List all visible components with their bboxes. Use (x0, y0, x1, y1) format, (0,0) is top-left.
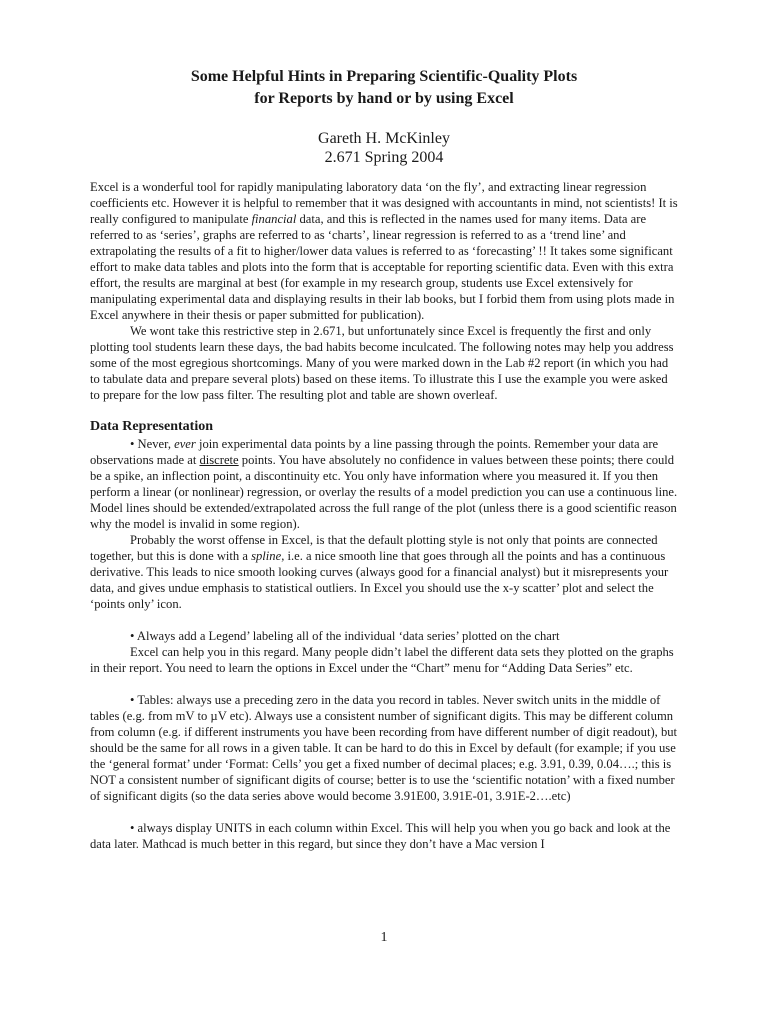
bullet-tables: • Tables: always use a preceding zero in the data you record in tables. Never switch units in the middle of tables (e.g. from mV to µV etc). Always use a consistent number of significant digits. This may be different column from column (e.g. if different instruments you have been recording from have different number of digit readout), but should be the same for all rows in a given table. It can be hard to do this in Excel by default (for example; if you use the ‘general format’ under ‘Format: Cells’ you get a fixed number of decimal places; e.g. 3.91, 0.39, 0.04….; this is NOT a consistent number of significant digits of course; better is to use the ‘scientific notation’ with a fixed number of significant digits (so the data series above would become 3.91E00, 3.91E-01, 3.91E-2….etc) (90, 693, 678, 803)
doc-title-line-2: for Reports by hand or by using Excel (254, 90, 514, 107)
document-page (90, 66, 678, 852)
bullet-legend: • Always add a Legend’ labeling all of the individual ‘data series’ plotted on the chart (130, 629, 560, 643)
paragraph-spline-offense (90, 532, 678, 612)
intro-paragraph-2: We wont take this restrictive step in 2.671, but unfortunately since Excel is frequently the first and only plotting tool students learn these days, the bad habits become inculcated. The following notes may help you address some of the most egregious shortcomings. Many of you were marked down in the Lab #2 report (in which you had to tabulate data and prepare several plots) based on these items. To illustrate this I use the example you were asked to prepare for the low pass filter. The resulting plot and table are shown overleaf. (90, 324, 674, 402)
spline-text-b: , i.e. a nice smooth line that goes through all the points and has a continuous derivative. This leads to nice smooth looking curves (always good for a financial analyst) but it misrepresents your data, and gives undue emphasis to statistical outliers. In Excel you should use the x-y scatter’ plot and select the ‘points only’ icon. (90, 549, 669, 611)
course-term: 2.671 Spring 2004 (324, 149, 444, 166)
paragraph-legend-help: Excel can help you in this regard. Many people didn’t label the different data sets they plotted on the graphs in their report. You need to learn the options in Excel under the “Chart” menu for “Adding Data Series” etc. (90, 645, 674, 675)
intro-paragraph-1 (90, 179, 678, 323)
bullet1-emphasis: ever (174, 437, 196, 451)
spline-text-a: Probably the worst offense in Excel, is that the default plotting style is not only that points are connected together, but this is done with a (90, 533, 658, 563)
intro-p1-text-b: data, and this is reflected in the names used for many items. Data are referred to as ‘series’, graphs are referred to as ‘charts’, linear regression is referred to as a ‘trend line’ and extrapolating the results of a fit to higher/lower data values is referred to as ‘forecasting’ !! It takes some significant effort to make data tables and plots into the form that is acceptable for reporting scientific data. Even with this extra effort, the results are marginal at best (for example in my research group, students use Excel extensively for manipulating experimental data and displaying results in their lab books, but I forbid them from using plots made in Excel anywhere in their thesis or paper submitted for publication). (90, 212, 675, 322)
page-number: 1 (380, 930, 388, 945)
bullet-never-join-points (90, 436, 678, 532)
intro-p1-emphasis: financial (251, 212, 297, 226)
bullet1-text-b: join experimental data points by a line passing through the points. Remember your data are observations made at (90, 437, 659, 467)
spline-emphasis: spline (251, 549, 282, 563)
bullet-units: • always display UNITS in each column within Excel. This will help you when you go back and look at the data later. Mathcad is much better in this regard, but since they don’t have a Mac version I (90, 821, 671, 851)
bullet1-text-c: points. You have absolutely no confidence in values between these points; there could be a spike, an inflection point, a discontinuity etc. You only have information where you measured it. If you then perform a linear (or nonlinear) regression, or overlay the results of a model prediction you can use a continuous line. Model lines should be extended/extrapolated across the full range of the plot (unless there is a good scientific reason why the model is invalid in some region). (90, 453, 678, 531)
section-heading: Data Representation (90, 419, 214, 434)
intro-p1-text-a: Excel is a wonderful tool for rapidly manipulating laboratory data ‘on the fly’, and extracting linear regression coefficients etc. However it is helpful to remember that it was designed with accountants in mind, not scientists! It is really configured to manipulate (90, 180, 678, 226)
bullet1-text-a: • Never, (130, 437, 175, 451)
bullet1-underline: discrete (199, 453, 239, 467)
author-name: Gareth H. McKinley (318, 130, 450, 147)
doc-title-line-1: Some Helpful Hints in Preparing Scientific-Quality Plots (190, 68, 578, 85)
